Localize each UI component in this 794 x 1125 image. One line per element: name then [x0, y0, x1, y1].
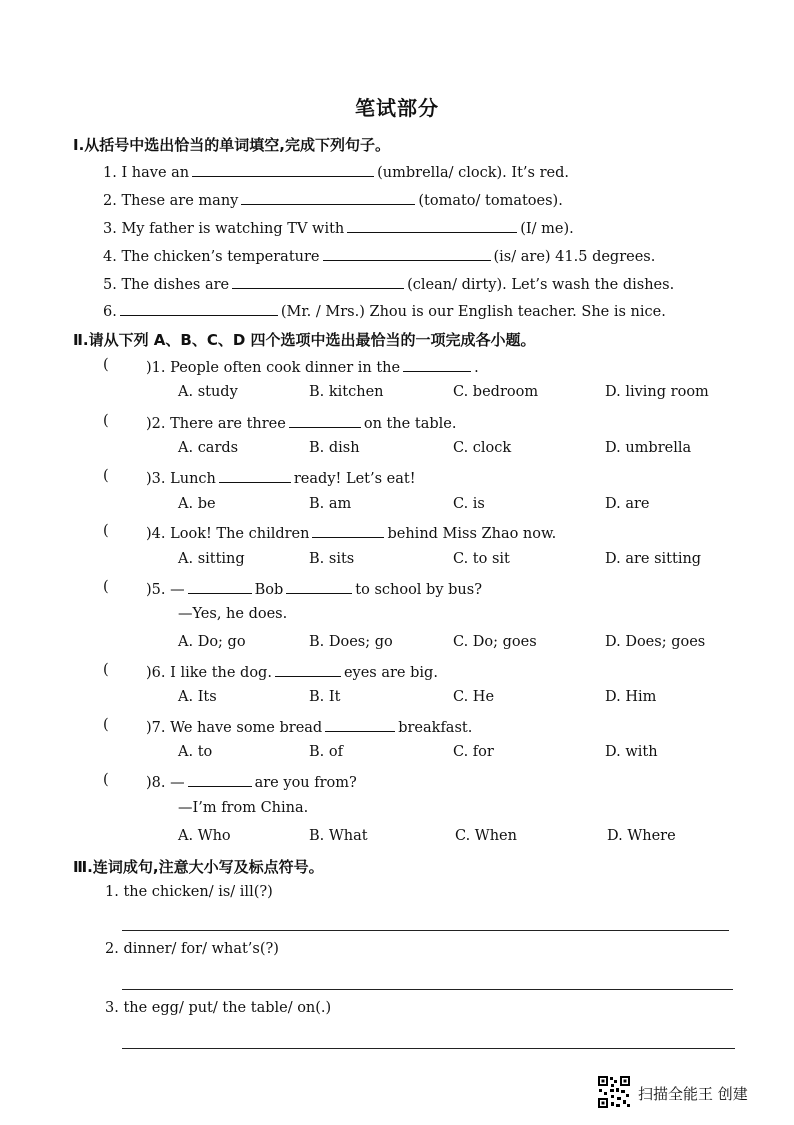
q7-stem: )7. We have some bread breakfast.	[146, 717, 472, 736]
s1-item-2: 2. These are many (tomato/ tomatoes).	[103, 190, 563, 209]
q5-option-b[interactable]: B. Does; go	[309, 634, 393, 650]
q4-stem: )4. Look! The children behind Miss Zhao now.	[146, 523, 556, 542]
q6-option-c[interactable]: C. He	[453, 689, 495, 705]
q3-option-d[interactable]: D. are	[605, 496, 650, 512]
q3-option-b[interactable]: B. am	[309, 496, 352, 512]
answer-blank	[403, 357, 471, 372]
answer-blank	[289, 413, 361, 428]
s3-item-3: 3. the egg/ put/ the table/ on(.)	[105, 1000, 332, 1016]
answer-line-3[interactable]	[122, 1048, 735, 1049]
section-3-heading: Ⅲ.连词成句,注意大小写及标点符号。	[73, 858, 324, 876]
s3-item-2: 2. dinner/ for/ what’s(?)	[105, 941, 279, 957]
q4-option-b[interactable]: B. sits	[309, 551, 355, 567]
q8-stem: )8. — are you from?	[146, 772, 357, 791]
answer-blank	[286, 579, 352, 594]
q1-stem: )1. People often cook dinner in the .	[146, 357, 479, 376]
answer-blank[interactable]	[323, 246, 491, 261]
q4-option-a[interactable]: A. sitting	[178, 551, 245, 567]
q4-option-c[interactable]: C. to sit	[453, 551, 510, 567]
q8-option-d[interactable]: D. Where	[607, 828, 676, 844]
answer-blank	[219, 468, 291, 483]
answer-blank	[325, 717, 395, 732]
q6-stem: )6. I like the dog. eyes are big.	[146, 662, 438, 681]
q1-paren[interactable]: (	[103, 357, 109, 373]
q2-option-a[interactable]: A. cards	[178, 440, 239, 456]
page-title: 笔试部分	[355, 96, 439, 120]
q7-option-b[interactable]: B. of	[309, 744, 343, 760]
q4-option-d[interactable]: D. are sitting	[605, 551, 702, 567]
answer-blank	[188, 772, 252, 787]
q2-option-c[interactable]: C. clock	[453, 440, 512, 456]
q1-option-a[interactable]: A. study	[178, 384, 238, 400]
q2-option-d[interactable]: D. umbrella	[605, 440, 692, 456]
q6-paren[interactable]: (	[103, 662, 109, 678]
s3-item-1: 1. the chicken/ is/ ill(?)	[105, 884, 273, 900]
q3-paren[interactable]: (	[103, 468, 109, 484]
q8-option-c[interactable]: C. When	[455, 828, 517, 844]
q6-option-a[interactable]: A. Its	[178, 689, 217, 705]
answer-blank[interactable]	[120, 301, 278, 316]
q3-stem: )3. Lunch ready! Let’s eat!	[146, 468, 416, 487]
q8-option-b[interactable]: B. What	[309, 828, 368, 844]
answer-blank	[188, 579, 252, 594]
s1-item-5: 5. The dishes are (clean/ dirty). Let’s wash the dishes.	[103, 274, 674, 293]
q5-paren[interactable]: (	[103, 579, 109, 595]
q5-option-a[interactable]: A. Do; go	[178, 634, 246, 650]
q1-option-c[interactable]: C. bedroom	[453, 384, 539, 400]
q1-option-b[interactable]: B. kitchen	[309, 384, 384, 400]
q3-option-c[interactable]: C. is	[453, 496, 485, 512]
q1-option-d[interactable]: D. living room	[605, 384, 709, 400]
q2-option-b[interactable]: B. dish	[309, 440, 360, 456]
q5-reply: —Yes, he does.	[178, 606, 288, 622]
q4-paren[interactable]: (	[103, 523, 109, 539]
s1-item-3: 3. My father is watching TV with (I/ me).	[103, 218, 574, 237]
section-2-heading: Ⅱ.请从下列 A、B、C、D 四个选项中选出最恰当的一项完成各小题。	[73, 331, 536, 349]
q6-option-d[interactable]: D. Him	[605, 689, 657, 705]
q7-option-a[interactable]: A. to	[178, 744, 213, 760]
q8-option-a[interactable]: A. Who	[178, 828, 231, 844]
s1-item-4: 4. The chicken’s temperature (is/ are) 41.5 degrees.	[103, 246, 655, 265]
answer-line-1[interactable]	[122, 930, 729, 931]
q7-paren[interactable]: (	[103, 717, 109, 733]
q7-option-d[interactable]: D. with	[605, 744, 658, 760]
q5-stem: )5. — Bob to school by bus?	[146, 579, 482, 598]
footer-watermark: 扫描全能王 创建	[638, 1085, 748, 1103]
section-1-heading: Ⅰ.从括号中选出恰当的单词填空,完成下列句子。	[73, 136, 390, 154]
q3-option-a[interactable]: A. be	[178, 496, 216, 512]
s1-item-6: 6. (Mr. / Mrs.) Zhou is our English teacher. She is nice.	[103, 301, 666, 320]
q2-paren[interactable]: (	[103, 413, 109, 429]
q5-option-c[interactable]: C. Do; goes	[453, 634, 537, 650]
answer-blank[interactable]	[241, 190, 415, 205]
q7-option-c[interactable]: C. for	[453, 744, 494, 760]
answer-blank[interactable]	[232, 274, 404, 289]
q8-reply: —I’m from China.	[178, 800, 309, 816]
q6-option-b[interactable]: B. It	[309, 689, 341, 705]
q2-stem: )2. There are three on the table.	[146, 413, 456, 432]
answer-blank[interactable]	[347, 218, 517, 233]
answer-blank[interactable]	[192, 162, 374, 177]
q5-option-d[interactable]: D. Does; goes	[605, 634, 706, 650]
s1-item-1: 1. I have an (umbrella/ clock). It’s red.	[103, 162, 569, 181]
answer-blank	[275, 662, 341, 677]
q8-paren[interactable]: (	[103, 772, 109, 788]
qr-code-icon	[597, 1075, 631, 1109]
answer-blank	[312, 523, 384, 538]
answer-line-2[interactable]	[122, 989, 733, 990]
